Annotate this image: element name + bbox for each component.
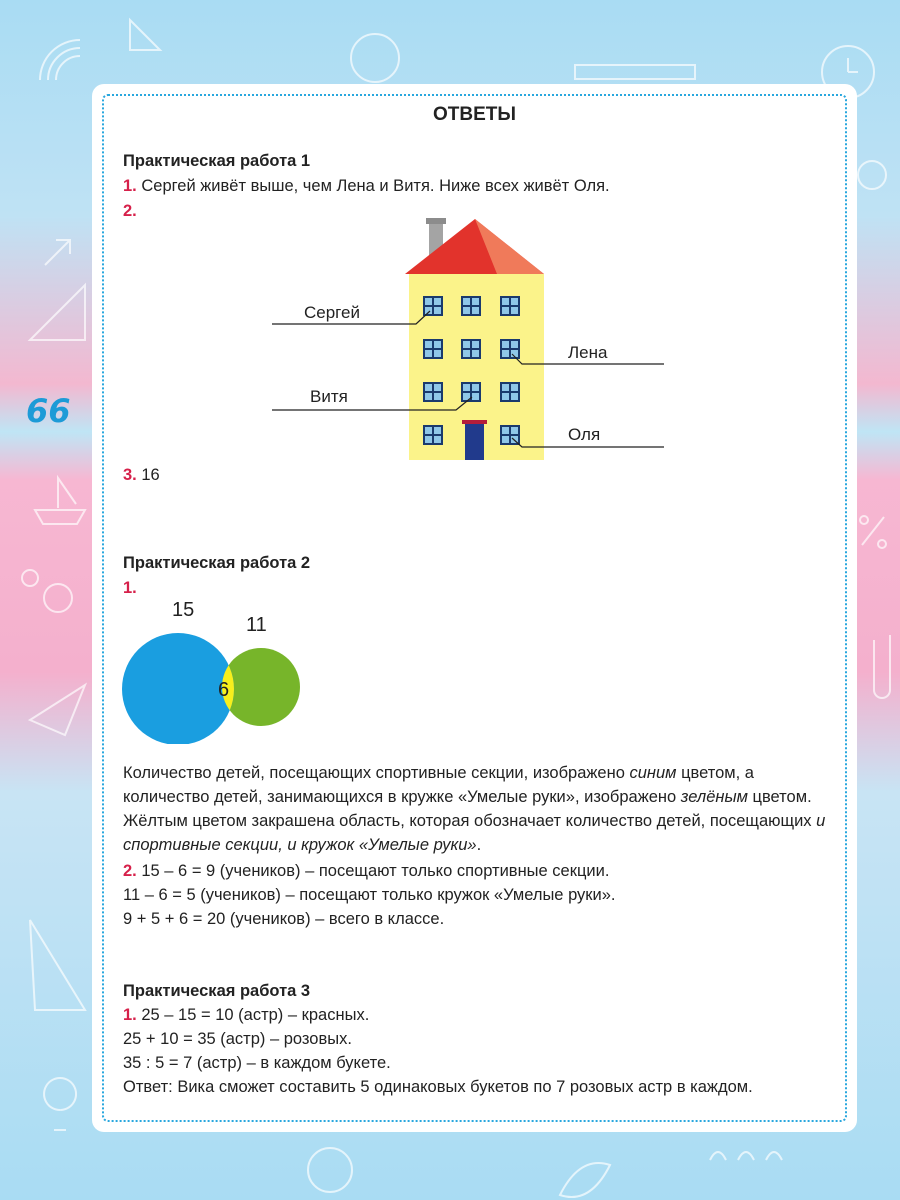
section1-item3: [123, 466, 160, 485]
section2-item2-line2: 11 – 6 = 5 (учеников) – посещают только кружок «Умелые руки».: [123, 886, 616, 904]
label-olya: Оля: [568, 425, 601, 444]
green-count: 11: [246, 614, 267, 636]
desc-italic: синим: [629, 764, 677, 782]
item-number: 3.: [123, 466, 137, 484]
section3-line3: 35 : 5 = 7 (астр) – в каждом букете.: [123, 1054, 391, 1072]
paper-plane-doodle: [30, 685, 85, 735]
page-title: ОТВЕТЫ: [433, 104, 516, 125]
door: [465, 422, 484, 460]
page-number: 66: [26, 392, 71, 430]
answers-card: [92, 84, 857, 1132]
section1-item1: [123, 177, 610, 196]
desc-italic: и спортивные секции, и кружок «Умелые руки»: [123, 812, 826, 854]
section2-item2-line3: 9 + 5 + 6 = 20 (учеников) – всего в классе.: [123, 910, 445, 928]
section3-answer: Ответ: Вика сможет составить 5 одинаковых букетов по 7 розовых астр в каждом.: [123, 1078, 753, 1096]
desc-text: .: [476, 836, 482, 854]
venn-diagram: [122, 594, 322, 744]
ball-doodle: [308, 1148, 352, 1192]
desc-text: цветом. Жёлтым цветом закрашена область, которая обозначает количество детей, посещающих: [123, 788, 817, 830]
sailboat-doodle: [35, 478, 85, 524]
desc-text: Количество детей, посещающих спортивные секции, изображено: [123, 764, 630, 782]
item-text: Сергей живёт выше, чем Лена и Витя. Ниже всех живёт Оля.: [141, 177, 610, 195]
item-text: 25 – 15 = 10 (астр) – красных.: [141, 1006, 370, 1024]
ruler-triangle-doodle: [30, 285, 85, 340]
leaf-doodle: [560, 1163, 610, 1197]
gear-doodle: [44, 584, 72, 612]
item-text: 16: [141, 466, 160, 484]
item-number: 1.: [123, 177, 137, 195]
paperclip-doodle: [874, 635, 890, 698]
venn-description: [123, 761, 833, 857]
item-number: 2.: [123, 862, 137, 880]
section2-item2-line1: [123, 862, 609, 881]
item-number: 1.: [123, 579, 137, 597]
label-sergey: Сергей: [304, 303, 360, 322]
triangle-doodle: [30, 920, 85, 1010]
section3-heading: Практическая работа 3: [123, 982, 311, 1000]
label-vitya: Витя: [310, 387, 348, 406]
section3-line2: 25 + 10 = 35 (астр) – розовых.: [123, 1030, 352, 1048]
globe-doodle: [351, 34, 399, 82]
ruler-doodle: [575, 65, 695, 79]
desc-text: цветом, а количество детей, занимающихся в кружке «Умелые руки», изображено: [123, 764, 754, 806]
item-text: 15 – 6 = 9 (учеников) – посещают только спортивные секции.: [141, 862, 610, 880]
section1-heading: Практическая работа 1: [123, 152, 311, 170]
squiggle-doodle: [710, 1152, 782, 1160]
item-number: 1.: [123, 1006, 137, 1024]
section3-line1: [123, 1006, 369, 1025]
desc-italic: зелёным: [680, 788, 748, 806]
label-lena: Лена: [568, 343, 608, 362]
item-number: 2.: [123, 202, 137, 220]
sun-doodle: [858, 161, 886, 189]
wifi-doodle: [40, 40, 80, 80]
bulb-doodle: [44, 1078, 76, 1130]
blue-count: 15: [172, 599, 195, 621]
section1-item2: [123, 202, 137, 221]
section2-heading: Практическая работа 2: [123, 554, 311, 572]
house-diagram: [272, 214, 752, 474]
arrow-doodle: [45, 240, 70, 265]
overlap-count: 6: [218, 679, 230, 701]
